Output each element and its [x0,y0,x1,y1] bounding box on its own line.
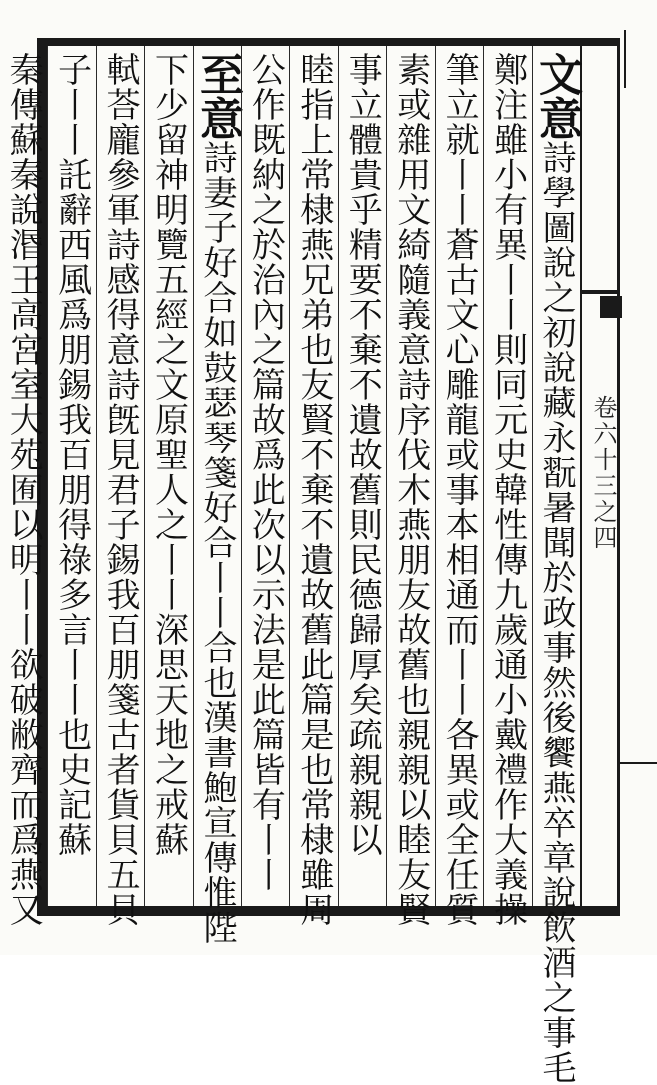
text-column [338,46,386,906]
text-column [96,46,144,927]
text-column [483,46,531,927]
column-text: 事立體貴乎精要不棄不遺故舊則民德歸厚矣疏親親以 [342,52,383,857]
column-text: 詩妻子好合如鼓瑟琴箋好合丨丨合也漢書鮑宣傳惟陛 [196,140,237,945]
column-text: 秦傳蘇秦說湣王高宮室大苑囿以明丨丨欲破敝齊而爲燕又 [3,52,44,927]
text-column [47,46,95,906]
text-columns [3,46,582,1085]
banxin-label: 卷六十三之四 [589,395,617,551]
text-column [435,46,483,927]
fishtail-bar [582,290,620,294]
fishtail-mark [600,296,622,318]
column-text: 軾荅龐參軍詩感得意詩旣見君子錫我百朋箋古者貨貝五貝 [100,52,141,927]
column-text: 子丨丨託辭西風爲朋錫我百朋得祿多言丨丨也史記蘇 [51,52,92,857]
text-column [0,46,47,927]
column-text: 筆立就丨丨蒼古文心雕龍或事本相通而丨丨各異或全任質 [439,52,480,927]
text-column [289,46,337,927]
text-column [386,46,434,927]
column-text: 公作既納之於治內之篇故爲此次以示法是此篇皆有丨丨 [245,52,286,892]
fold-line [620,762,657,764]
column-text: 詩學圖說之初說藏永翫暑聞於政事然後饗燕卒章說飲酒之事毛 [536,140,576,1085]
column-text: 素或雜用文綺隨義意詩序伐木燕朋友故舊也親親以睦友賢 [390,52,431,927]
column-heading: 文意 [531,52,582,140]
column-heading: 至意 [191,52,243,140]
text-column [531,46,582,1085]
column-text: 睦指上常棣燕兄弟也友賢不棄不遺故舊此篇是也常棣雖周 [293,52,334,927]
text-column [241,46,289,906]
column-text: 下少留神明覽五經之文原聖人之丨丨深思天地之戒蘇 [148,52,189,857]
text-column [144,46,192,906]
text-column [191,46,243,945]
fold-edge-line [624,30,648,88]
column-text: 鄭注雖小有異丨丨則同元史韓性傳九歲通小戴禮作大義操 [487,52,528,927]
